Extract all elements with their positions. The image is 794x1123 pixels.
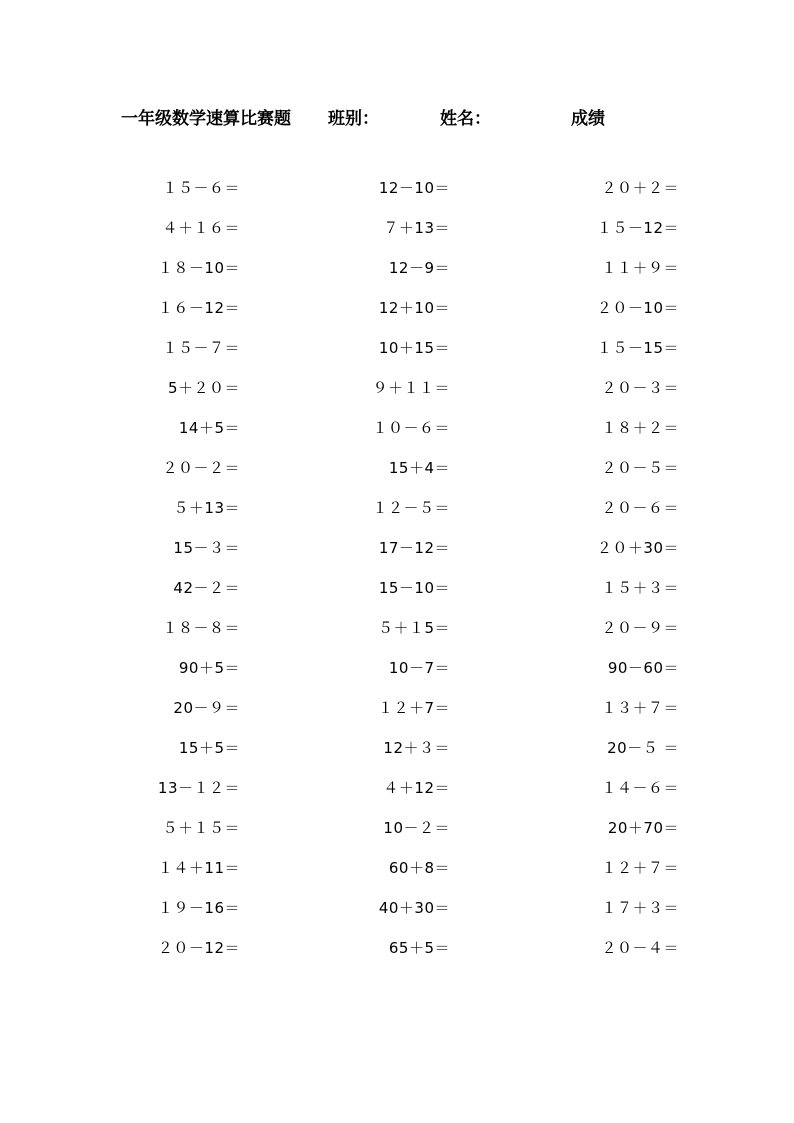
problem-column-1: ２０－２＝ [162,459,240,477]
problem-column-3: １２＋７＝ [601,859,679,877]
problem-column-3: ２０－３＝ [601,379,679,397]
worksheet-title: 一年级数学速算比赛题 [121,109,291,129]
problem-column-2: 40＋30＝ [378,899,450,917]
problem-column-3: １３＋７＝ [601,699,679,717]
problem-column-2: 15＋4＝ [388,459,450,477]
problem-column-3: ２０＋２＝ [601,179,679,197]
problem-column-3: ２０－９＝ [601,619,679,637]
problem-column-1: 15＋5＝ [178,739,240,757]
problem-column-1: 90＋5＝ [178,659,240,677]
problem-row [0,175,794,215]
problem-row [0,295,794,335]
problem-column-1: １５－６＝ [162,179,240,197]
problem-row [0,855,794,895]
problem-row [0,335,794,375]
class-label: 班别： [328,109,379,129]
problem-column-1: 5＋２０＝ [167,379,240,397]
problem-column-1: 13－１２＝ [157,779,240,797]
problem-column-2: １２－５＝ [372,499,450,517]
worksheet-header [0,106,794,132]
problem-row [0,535,794,575]
problem-column-2: 65＋5＝ [388,939,450,957]
problem-column-1: １６－12＝ [157,299,240,317]
problem-column-3: ２０－10＝ [596,299,679,317]
problem-column-2: ７＋13＝ [383,219,450,237]
problem-row [0,775,794,815]
problem-row [0,415,794,455]
problem-column-3: １５＋３＝ [601,579,679,597]
problem-column-3: 20＋70＝ [607,819,679,837]
problem-column-2: 15－10＝ [378,579,450,597]
problem-column-2: １０－６＝ [372,419,450,437]
problem-row [0,695,794,735]
problem-column-1: ５＋１５＝ [162,819,240,837]
problem-grid [0,175,794,975]
problem-column-3: ２０－５＝ [601,459,679,477]
problem-column-3: １７＋３＝ [601,899,679,917]
problem-column-2: 10－２＝ [383,819,450,837]
problem-column-3: １１＋９＝ [601,259,679,277]
problem-column-2: 10＋15＝ [378,339,450,357]
problem-column-3: ２０－４＝ [601,939,679,957]
problem-row [0,255,794,295]
problem-column-2: 12－9＝ [388,259,450,277]
problem-row [0,375,794,415]
problem-row [0,935,794,975]
problem-row [0,575,794,615]
problem-column-2: 10－7＝ [388,659,450,677]
problem-row [0,735,794,775]
problem-column-1: 14＋5＝ [178,419,240,437]
problem-column-3: １４－６＝ [601,779,679,797]
problem-column-2: 17－12＝ [378,539,450,557]
problem-column-3: ２０＋30＝ [596,539,679,557]
problem-column-2: 12＋10＝ [378,299,450,317]
score-label: 成绩 [571,109,605,129]
problem-column-2: ９＋１１＝ [372,379,450,397]
problem-column-1: １４＋11＝ [157,859,240,877]
problem-column-1: ４＋１６＝ [162,219,240,237]
problem-column-1: １５－７＝ [162,339,240,357]
problem-column-1: １９－16＝ [157,899,240,917]
problem-column-2: ４＋12＝ [383,779,450,797]
problem-column-1: 20－９＝ [173,699,240,717]
problem-row [0,655,794,695]
problem-row [0,455,794,495]
problem-column-1: 15－３＝ [173,539,240,557]
problem-column-2: 12＋３＝ [383,739,450,757]
problem-column-1: ５＋13＝ [173,499,240,517]
problem-column-3: １５－15＝ [596,339,679,357]
problem-column-2: 60＋8＝ [388,859,450,877]
problem-column-2: ５＋１5＝ [377,619,450,637]
problem-column-3: １８＋２＝ [601,419,679,437]
problem-column-1: 42－２＝ [173,579,240,597]
problem-column-2: １２＋7＝ [377,699,450,717]
problem-row [0,615,794,655]
problem-row [0,895,794,935]
problem-column-1: １８－10＝ [157,259,240,277]
problem-column-1: ２０－12＝ [157,939,240,957]
name-label: 姓名： [440,109,491,129]
problem-column-3: １５－12＝ [596,219,679,237]
problem-column-1: １８－８＝ [162,619,240,637]
problem-column-3: 90－60＝ [607,659,679,677]
problem-column-2: 12－10＝ [378,179,450,197]
problem-row [0,495,794,535]
problem-column-3: 20－５ ＝ [607,739,679,757]
problem-row [0,815,794,855]
problem-column-3: ２０－６＝ [601,499,679,517]
problem-row [0,215,794,255]
